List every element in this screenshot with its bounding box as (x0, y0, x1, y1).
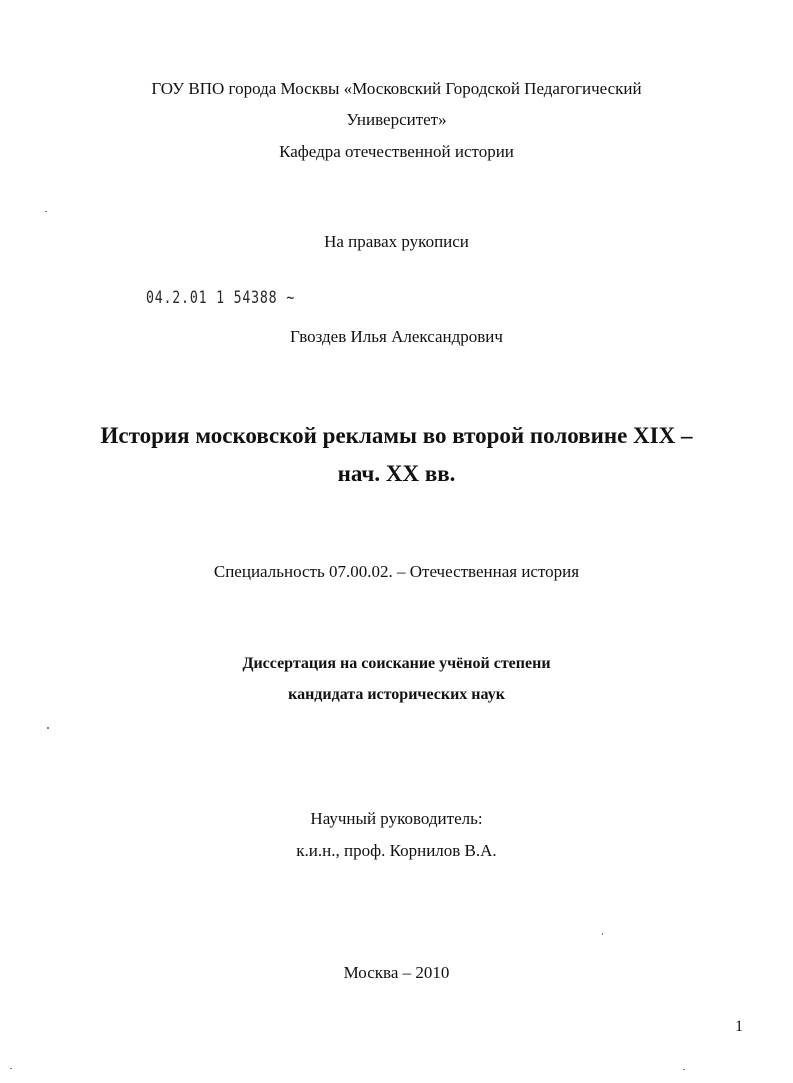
dissertation-title-line-1: История московской рекламы во второй половине XIX – (100, 423, 693, 448)
dissertation-title-line-2: нач. XX вв. (337, 461, 456, 486)
supervisor-name: к.и.н., проф. Корнилов В.А. (296, 841, 497, 860)
scan-speck (45, 211, 47, 212)
degree-line-1: Диссертация на соискание учёной степени (242, 655, 551, 672)
department-name: Кафедра отечественной истории (279, 142, 514, 161)
degree-line-2: кандидата исторических наук (288, 686, 505, 703)
manuscript-note: На правах рукописи (324, 232, 469, 251)
scan-speck (47, 727, 49, 729)
scan-speck (10, 1068, 12, 1069)
registration-stamp-number: 04.2.01 1 54388 ~ (146, 288, 295, 308)
city-year: Москва – 2010 (343, 963, 450, 982)
page-number: 1 (735, 1018, 743, 1035)
specialty: Специальность 07.00.02. – Отечественная история (213, 562, 580, 581)
institution-line-1: ГОУ ВПО города Москвы «Московский Городской Педагогический (151, 79, 642, 98)
author-name: Гвоздев Илья Александрович (290, 327, 503, 346)
scan-speck (602, 933, 603, 935)
institution-line-2: Университет» (346, 110, 447, 129)
scan-speck (683, 1069, 685, 1070)
supervisor-label: Научный руководитель: (310, 809, 483, 828)
